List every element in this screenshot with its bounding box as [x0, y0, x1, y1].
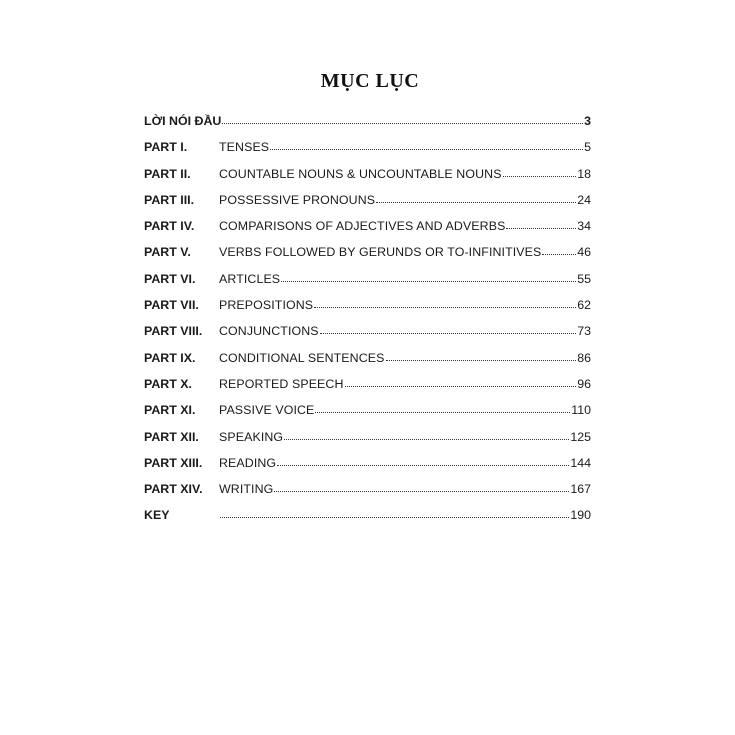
toc-entry [144, 402, 591, 428]
dot-leader [503, 166, 577, 178]
toc-page-number: 55 [577, 271, 591, 286]
toc-page-number: 5 [584, 140, 591, 155]
toc-entry [144, 139, 591, 165]
dot-leader [315, 402, 570, 414]
toc-page-number: 18 [577, 166, 591, 181]
toc-page-number: 3 [584, 114, 591, 128]
toc-page-number: 24 [577, 192, 591, 207]
toc-topic: COUNTABLE NOUNS & UNCOUNTABLE NOUNS [219, 166, 502, 181]
page-title: MỤC LỤC [320, 70, 420, 92]
toc-label: PART III. [144, 192, 195, 207]
dot-leader [320, 323, 577, 335]
dot-leader [284, 429, 569, 441]
toc-label: PART XI. [144, 403, 196, 418]
toc-entry [144, 481, 591, 507]
toc-entry [144, 376, 591, 402]
toc-topic: ARTICLES [219, 271, 281, 286]
dot-leader [222, 113, 583, 125]
toc-label: LỜI NÓI ĐẦU [144, 114, 222, 128]
toc-entry [144, 271, 591, 297]
table-of-contents [144, 113, 591, 534]
toc-topic: CONDITIONAL SENTENCES [219, 350, 385, 365]
toc-entry-preface [144, 113, 591, 139]
toc-label: PART V. [144, 245, 191, 260]
toc-label: PART XIV. [144, 482, 203, 497]
dot-leader [542, 244, 576, 256]
toc-page-number: 62 [577, 298, 591, 313]
toc-label: PART IX. [144, 350, 196, 365]
toc-entry [144, 297, 591, 323]
dot-leader [345, 376, 577, 388]
toc-page-number: 125 [570, 429, 591, 444]
toc-entry [144, 218, 591, 244]
toc-page-number: 96 [577, 376, 591, 391]
toc-label: PART VIII. [144, 324, 203, 339]
toc-topic: REPORTED SPEECH [219, 376, 344, 391]
toc-topic: COMPARISONS OF ADJECTIVES AND ADVERBS [219, 219, 506, 234]
toc-topic: SPEAKING [219, 429, 284, 444]
toc-label: PART X. [144, 376, 192, 391]
toc-entry [144, 350, 591, 376]
toc-label: PART I. [144, 140, 188, 155]
toc-entry [144, 166, 591, 192]
toc-label: PART IV. [144, 219, 195, 234]
toc-entry [144, 192, 591, 218]
dot-leader [506, 218, 576, 230]
toc-topic: POSSESSIVE PRONOUNS [219, 192, 376, 207]
toc-entry [144, 429, 591, 455]
toc-page-number: 144 [570, 455, 591, 470]
dot-leader [386, 350, 577, 362]
toc-entry [144, 323, 591, 349]
dot-leader [270, 139, 583, 151]
toc-label: PART XII. [144, 429, 199, 444]
toc-page-number: 190 [570, 508, 591, 523]
dot-leader [281, 271, 576, 283]
toc-page-number: 167 [570, 482, 591, 497]
toc-page-number: 46 [577, 245, 591, 260]
dot-leader [220, 507, 569, 519]
toc-topic: PASSIVE VOICE [219, 403, 315, 418]
toc-label: KEY [144, 508, 170, 523]
toc-topic: VERBS FOLLOWED BY GERUNDS OR TO-INFINITIVES [219, 245, 542, 260]
dot-leader [376, 192, 576, 204]
toc-page-number: 34 [577, 219, 591, 234]
toc-label: PART VII. [144, 298, 199, 313]
toc-page-number: 110 [571, 403, 591, 418]
toc-page-number: 73 [577, 324, 591, 339]
toc-topic: READING [219, 455, 277, 470]
dot-leader [274, 481, 569, 493]
toc-entry-key [144, 507, 591, 533]
toc-topic: WRITING [219, 482, 274, 497]
toc-label: PART VI. [144, 271, 196, 286]
toc-topic: PREPOSITIONS [219, 298, 314, 313]
toc-label: PART XIII. [144, 455, 203, 470]
toc-label: PART II. [144, 166, 191, 181]
toc-entry [144, 455, 591, 481]
toc-page-number: 86 [577, 350, 591, 365]
toc-entry [144, 244, 591, 270]
dot-leader [277, 455, 569, 467]
toc-topic: TENSES [219, 140, 270, 155]
dot-leader [314, 297, 576, 309]
toc-topic: CONJUNCTIONS [219, 324, 319, 339]
